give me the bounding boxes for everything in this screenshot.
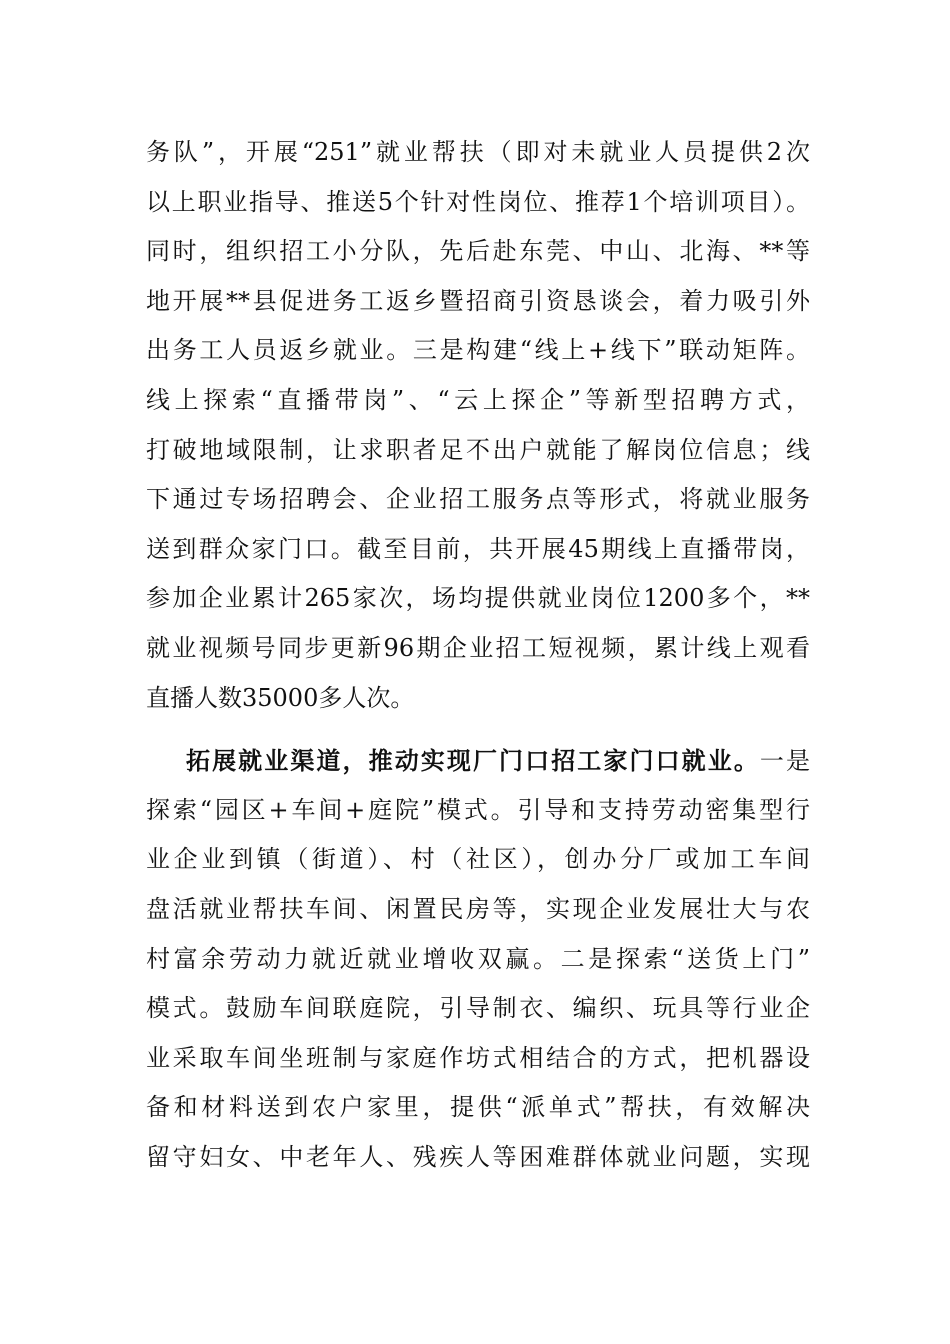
document-body xyxy=(146,128,810,1182)
text-line: 送到群众家门口。截至目前，共开展45期线上直播带岗， xyxy=(146,534,810,563)
text-line: 留守妇女、中老年人、残疾人等困难群体就业问题，实现 xyxy=(146,1142,810,1171)
text-line-first xyxy=(146,736,810,786)
text-line: 地开展**县促进务工返乡暨招商引资恳谈会，着力吸引外 xyxy=(146,286,810,315)
paragraph-heading: 拓展就业渠道，推动实现厂门口招工家门口就业。 xyxy=(186,746,760,776)
text-line: 务队”，开展“251”就业帮扶（即对未就业人员提供2次 xyxy=(146,138,810,166)
text-line: 探索“园区+车间+庭院”模式。引导和支持劳动密集型行 xyxy=(146,795,810,824)
text-line: 同时，组织招工小分队，先后赴东莞、中山、北海、**等 xyxy=(146,237,810,266)
text-line: 备和材料送到农户家里，提供“派单式”帮扶，有效解决 xyxy=(146,1093,810,1122)
text-line: 村富余劳动力就近就业增收双赢。二是探索“送货上门” xyxy=(146,944,810,973)
text-line: 模式。鼓励车间联庭院，引导制衣、编织、玩具等行业企 xyxy=(146,994,810,1023)
text-line: 盘活就业帮扶车间、闲置民房等，实现企业发展壮大与农 xyxy=(146,894,810,923)
text-line: 出务工人员返乡就业。三是构建“线上+线下”联动矩阵。 xyxy=(146,336,810,365)
text-line: 以上职业指导、推送5个针对性岗位、推荐1个培训项目）。 xyxy=(146,187,810,216)
text-line: 业采取车间坐班制与家庭作坊式相结合的方式，把机器设 xyxy=(146,1043,810,1072)
text-line: 直播人数35000多人次。 xyxy=(146,683,415,712)
text-line: 参加企业累计265家次，场均提供就业岗位1200多个，** xyxy=(146,584,810,613)
text-line: 业企业到镇（街道）、村（社区），创办分厂或加工车间 xyxy=(146,845,810,874)
heading-continuation: 一是 xyxy=(759,747,811,776)
text-line: 下通过专场招聘会、企业招工服务点等形式，将就业服务 xyxy=(146,485,810,514)
paragraph-expand-channels xyxy=(146,736,810,1182)
text-line: 线上探索“直播带岗”、“云上探企”等新型招聘方式， xyxy=(146,385,810,414)
text-line: 打破地域限制，让求职者足不出户就能了解岗位信息；线 xyxy=(146,435,810,464)
text-line: 就业视频号同步更新96期企业招工短视频，累计线上观看 xyxy=(146,633,810,662)
paragraph-employment-services xyxy=(146,128,810,723)
